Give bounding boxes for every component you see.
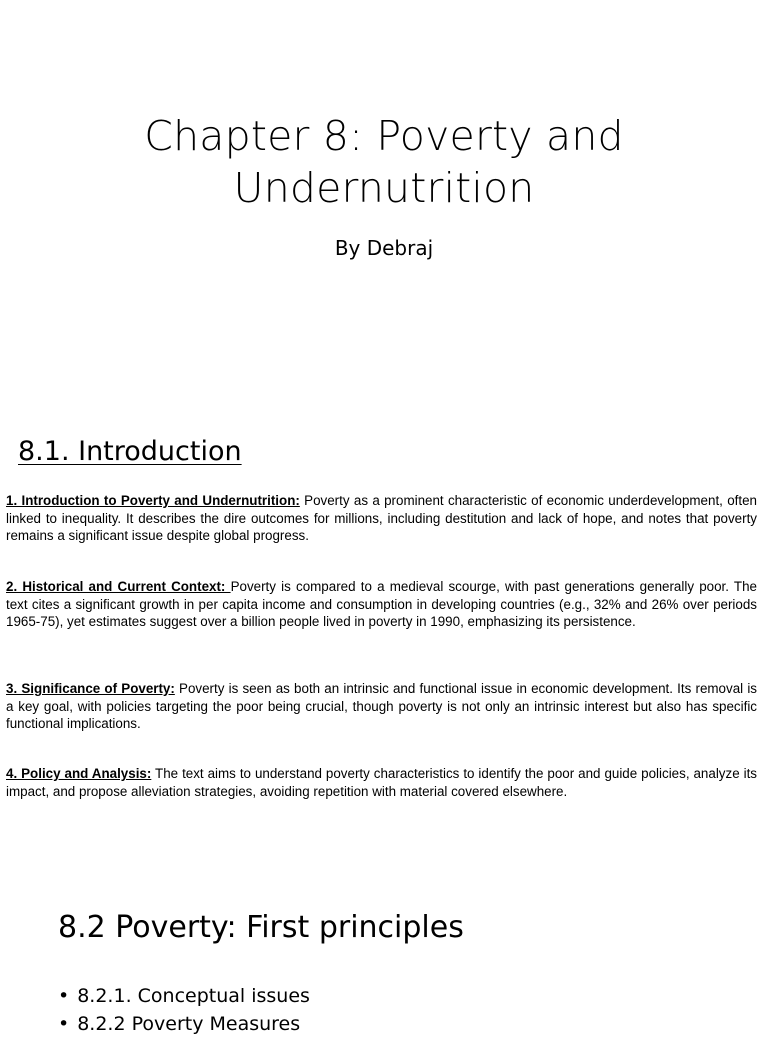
paragraph-3-lead: 3. Significance of Poverty: [6,681,175,696]
paragraph-1-body: Poverty as a prominent characteristic of economic underdevelopment, often linked to inequality. It describes the dire outcomes for millions, including destitution and lack of hope, and notes that poverty remains a significant issue despite global progress. [6,493,757,543]
paragraph-3-body: Poverty is seen as both an intrinsic and functional issue in economic development. Its removal is a key goal, with policies targeting the poor being crucial, though poverty is not only an intrinsic interest but also has specific functional implications. [6,681,757,731]
paragraph-4-lead: 4. Policy and Analysis: [6,766,152,781]
bullet-list [58,982,310,1038]
list-item: • 8.2.2 Poverty Measures [58,1010,310,1038]
paragraph-4 [6,765,757,800]
paragraph-1 [6,492,757,545]
paragraph-4-body: The text aims to understand poverty characteristics to identify the poor and guide policies, analyze its impact, and propose alleviation strategies, avoiding repetition with material covered elsewhere. [6,766,757,799]
title-line-2: Undernutrition [233,164,535,212]
title-block [0,110,768,260]
title-line-1: Chapter 8: Poverty and [144,112,624,160]
author-line: By Debraj [334,236,434,260]
paragraph-2 [6,578,757,631]
list-item: • 8.2.1. Conceptual issues [58,982,310,1010]
section-heading-introduction: 8.1. Introduction [18,436,242,467]
paragraph-2-lead: 2. Historical and Current Context: [6,579,231,594]
document-title [0,110,768,214]
paragraph-3 [6,680,757,733]
section-heading-first-principles: 8.2 Poverty: First principles [58,910,464,945]
paragraph-2-body: Poverty is compared to a medieval scourge, with past generations generally poor. The text cites a significant growth in per capita income and consumption in developing countries (e.g., 32% and 26% over periods 1965-75), yet estimates suggest over a billion people lived in poverty in 1990, emphasizing its persistence. [6,579,757,629]
paragraph-1-lead: 1. Introduction to Poverty and Undernutrition: [6,493,300,508]
